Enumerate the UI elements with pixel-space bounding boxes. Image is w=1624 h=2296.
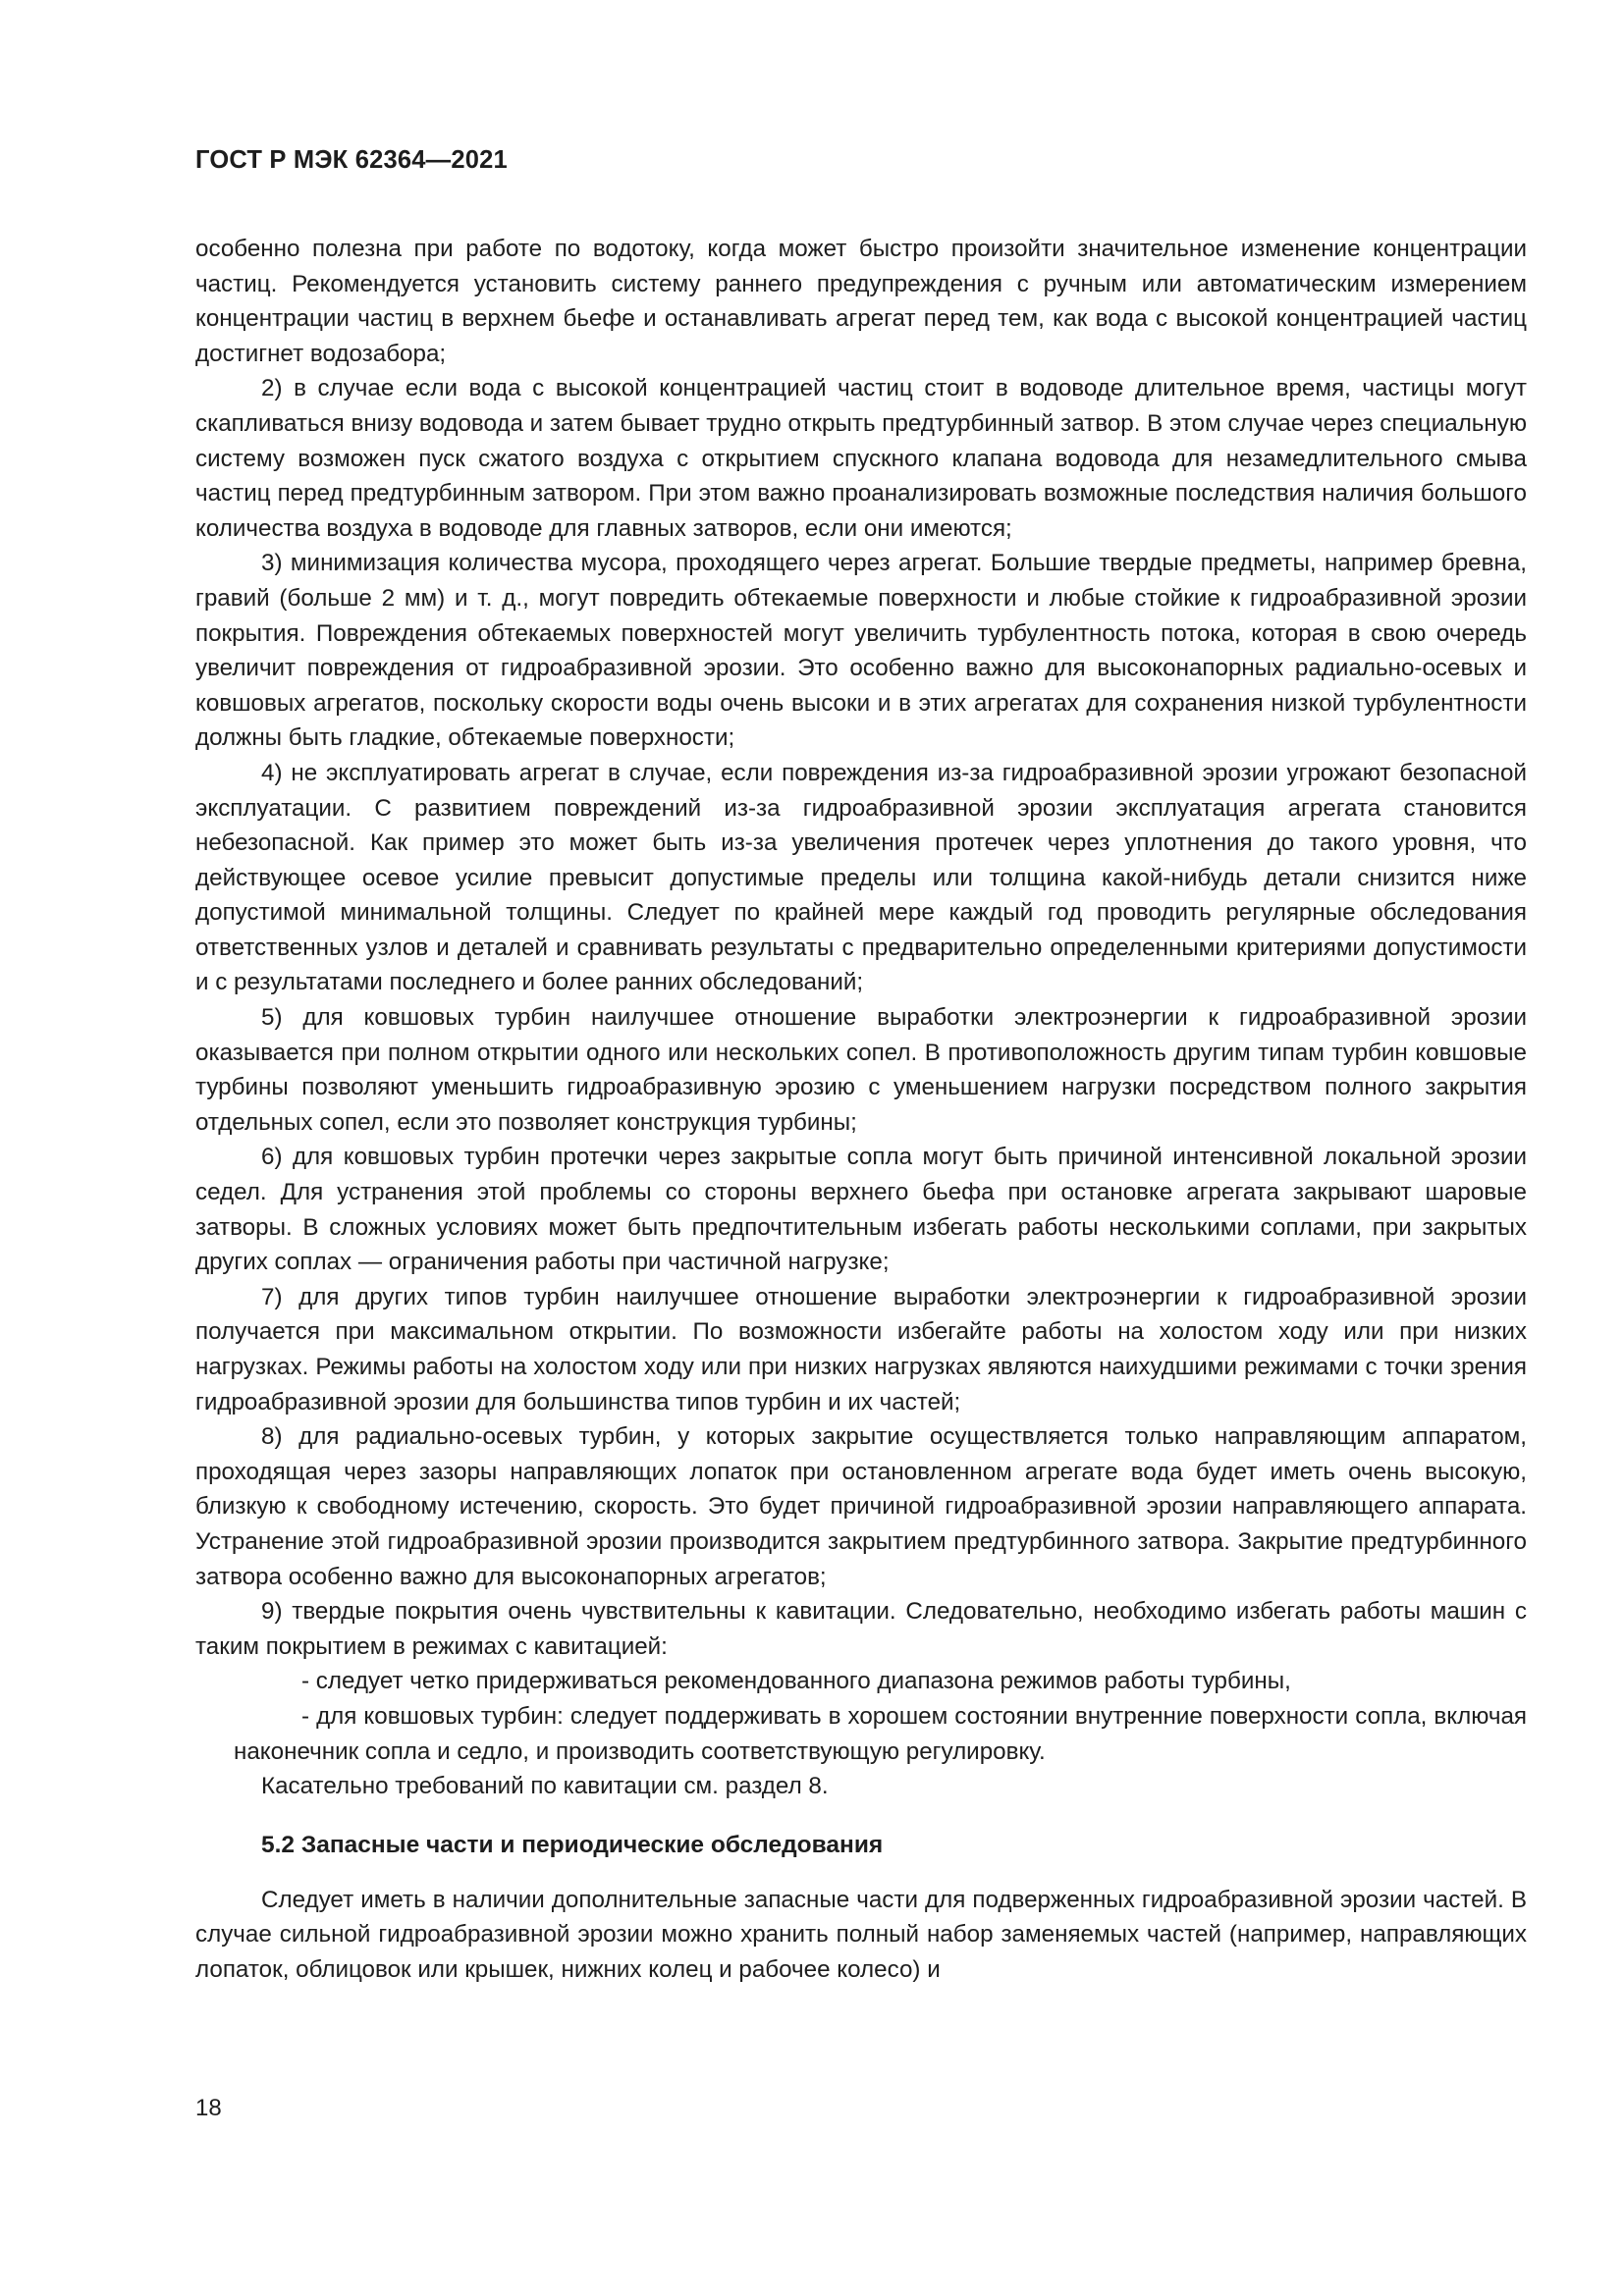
list-item-9: 9) твердые покрытия очень чувствительны к кавитации. Следовательно, необходимо избегать работы машин с таким покрытием в режимах с кавитацией: — [195, 1598, 1527, 1660]
list-item-5: 5) для ковшовых турбин наилучшее отношение выработки электроэнергии к гидроабразивной эрозии оказывается при полном открытии одного или нескольких сопел. В противоположность другим типам турбин ковшовые турбины позволяют уменьшить гидроабразивную эрозию с уменьшением нагрузки посредством полного закрытия отдельных сопел, если это позволяет конструкция турбины; — [195, 1004, 1527, 1136]
list-item-8: 8) для радиально-осевых турбин, у которых закрытие осуществляется только направляющим аппаратом, проходящая через зазоры направляющих лопаток при остановленном агрегате вода будет иметь очень высокую, близкую к свободному истечению, скорость. Это будет причиной гидроабразивной эрозии направляющего аппарата. Устранение этой гидроабразивной эрозии производится закрытием предтурбинного затвора. Закрытие предтурбинного затвора особенно важно для высоконапорных агрегатов; — [195, 1423, 1527, 1590]
list-item-2: 2) в случае если вода с высокой концентрацией частиц стоит в водоводе длительное время, частицы могут скапливаться внизу водовода и затем бывает трудно открыть предтурбинный затвор. В этом случае через специальную систему возможен пуск сжатого воздуха с открытием спускного клапана водовода для незамедлительного смыва частиц перед предтурбинным затвором. При этом важно проанализировать возможные последствия наличия большого количества воздуха в водоводе для главных затворов, если они имеются; — [195, 375, 1527, 542]
list-item-6: 6) для ковшовых турбин протечки через закрытые сопла могут быть причиной интенсивной локальной эрозии седел. Для устранения этой проблемы со стороны верхнего бьефа при остановке агрегата закрывают шаровые затворы. В сложных условиях может быть предпочтительным избегать работы несколькими соплами, при закрытых других соплах — ограничения работы при частичной нагрузке; — [195, 1144, 1527, 1276]
page-number: 18 — [195, 2095, 222, 2121]
paragraph-continuation: особенно полезна при работе по водотоку, когда может быстро произойти значительное изменение концентрации частиц. Рекомендуется установить систему раннего предупреждения с ручным или автоматическим измерением концентрации частиц в верхнем бьефе и останавливать агрегат перед тем, как вода с высокой концентрацией частиц достигнет водозабора; — [195, 236, 1527, 367]
list-item-7: 7) для других типов турбин наилучшее отношение выработки электроэнергии к гидроабразивной эрозии получается при максимальном открытии. По возможности избегайте работы на холостом ходу или при низких нагрузках. Режимы работы на холостом ходу или при низких нагрузках являются наихудшими режимами с точки зрения гидроабразивной эрозии для большинства типов турбин и их частей; — [195, 1283, 1527, 1415]
list-item-4: 4) не эксплуатировать агрегат в случае, если повреждения из-за гидроабразивной эрозии угрожают безопасной эксплуатации. С развитием повреждений из-за гидроабразивной эрозии эксплуатация агрегата становится небезопасной. Как пример это может быть из-за увеличения протечек через уплотнения до такого уровня, что действующее осевое усилие превысит допустимые пределы или толщина какой-нибудь детали снизится ниже допустимой минимальной толщины. Следует по крайней мере каждый год проводить регулярные обследования ответственных узлов и деталей и сравнивать результаты с предварительно определенными критериями допустимости и с результатами последнего и более ранних обследований; — [195, 759, 1527, 996]
section-paragraph: Следует иметь в наличии дополнительные запасные части для подверженных гидроабразивной эрозии частей. В случае сильной гидроабразивной эрозии можно хранить полный набор заменяемых частей (например, направляющих лопаток, облицовок или крышек, нижних колец и рабочее колесо) и — [195, 1886, 1527, 1983]
section-body — [195, 1883, 1527, 1988]
bullet-item-1: - следует четко придерживаться рекомендованного диапазона режимов работы турбины, — [301, 1668, 1291, 1695]
bullet-item-2: - для ковшовых турбин: следует поддерживать в хорошем состоянии внутренние поверхности сопла, включая наконечник сопла и седло, и производить соответствующую регулировку. — [234, 1702, 1527, 1765]
list-item-3: 3) минимизация количества мусора, проходящего через агрегат. Большие твердые предметы, например бревна, гравий (больше 2 мм) и т. д., могут повредить обтекаемые поверхности и любые стойкие к гидроабразивной эрозии покрытия. Повреждения обтекаемых поверхностей могут увеличить турбулентность потока, которая в свою очередь увеличит повреждения от гидроабразивной эрозии. Это особенно важно для высоконапорных радиально-осевых и ковшовых агрегатов, поскольку скорости воды очень высоки и в этих агрегатах для сохранения низкой турбулентности должны быть гладкие, обтекаемые поверхности; — [195, 550, 1527, 752]
closing-note: Касательно требований по кавитации см. раздел 8. — [261, 1773, 829, 1800]
document-header: ГОСТ Р МЭК 62364—2021 — [195, 146, 508, 174]
document-body — [195, 232, 1527, 1804]
document-page — [195, 145, 1527, 1988]
section-title: 5.2 Запасные части и периодические обследования — [261, 1831, 884, 1858]
